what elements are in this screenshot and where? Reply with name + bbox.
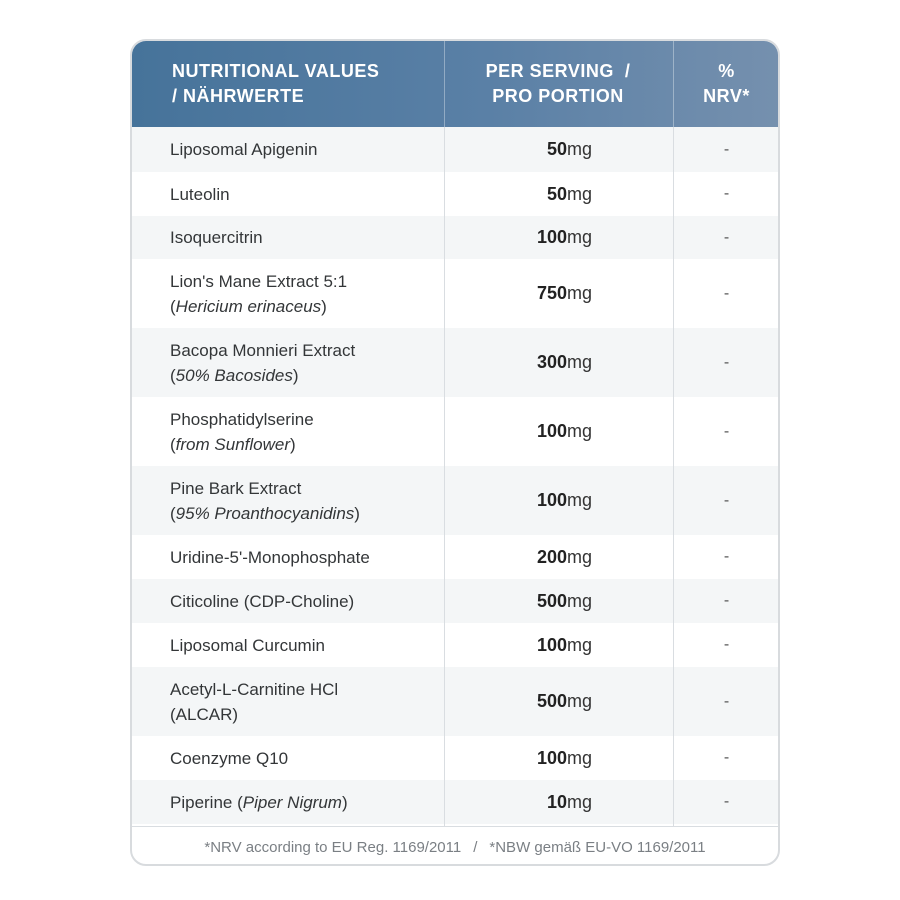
- nrv-value: -: [723, 422, 730, 440]
- table-row: [132, 780, 778, 824]
- table-row: [132, 328, 778, 397]
- nutrition-table-card: [130, 39, 780, 866]
- nrv-value: -: [723, 592, 730, 609]
- nrv-value: -: [723, 284, 730, 302]
- nrv-value: -: [723, 491, 730, 509]
- per-serving-amount: 100 mg: [536, 227, 592, 247]
- ingredient-name: Isoquercitrin: [170, 228, 263, 247]
- per-serving-amount: 100 mg: [536, 490, 592, 510]
- ingredient-name: Liposomal Curcumin: [170, 635, 325, 655]
- ingredient-subtext: (50% Bacosides): [170, 365, 299, 385]
- table-header: [132, 41, 778, 127]
- table-row: [132, 216, 778, 259]
- header-per-serving: PER SERVING / PRO PORTION: [485, 61, 631, 106]
- per-serving-amount: 50 mg: [546, 139, 592, 159]
- table-row: [132, 579, 778, 623]
- nrv-value: -: [723, 185, 730, 202]
- footnote-en: *NRV according to EU Reg. 1169/2011: [204, 838, 462, 856]
- per-serving-amount: 500 mg: [536, 590, 592, 611]
- ingredient-subtext: (Hericium erinaceus): [170, 296, 327, 316]
- per-serving-amount: 200 mg: [536, 546, 592, 567]
- table-row: [132, 172, 778, 216]
- table-row: [132, 259, 778, 328]
- per-serving-amount: 500 mg: [536, 691, 592, 711]
- table-row: [132, 466, 778, 535]
- table-row: [132, 736, 778, 780]
- ingredient-subtext: (95% Proanthocyanidins): [170, 503, 360, 523]
- table-row: [132, 127, 778, 172]
- ingredient-name: Citicoline (CDP-Choline): [170, 591, 355, 611]
- ingredient-name: Luteolin: [170, 184, 230, 204]
- per-serving-amount: 100 mg: [536, 634, 592, 655]
- header-nutritional-values: NUTRITIONAL VALUES / NÄHRWERTE: [172, 61, 380, 106]
- column-divider: [673, 127, 674, 826]
- per-serving-amount: 300 mg: [536, 352, 592, 372]
- per-serving-amount: 750 mg: [536, 283, 592, 303]
- nrv-value: -: [723, 548, 730, 565]
- nrv-value: -: [723, 228, 730, 246]
- ingredient-name: Coenzyme Q10: [170, 748, 289, 768]
- table-row: [132, 623, 778, 667]
- nrv-value: -: [723, 140, 730, 158]
- nrv-value: -: [723, 692, 730, 710]
- column-divider: [444, 127, 445, 826]
- footnote-de: *NBW gemäß EU-VO 1169/2011: [489, 838, 706, 856]
- header-nrv: % NRV*: [703, 61, 750, 106]
- ingredient-subtext: (from Sunflower): [170, 434, 296, 454]
- per-serving-amount: 100 mg: [536, 747, 592, 768]
- ingredient-name: Pine Bark Extract (95% Proanthocyanidins): [170, 466, 440, 535]
- ingredient-name: Uridine-5'-Monophosphate: [170, 547, 370, 567]
- nrv-value: -: [723, 353, 730, 371]
- ingredient-name: Liposomal Apigenin: [170, 140, 318, 159]
- per-serving-amount: 10 mg: [546, 791, 592, 812]
- footnote-separator: /: [473, 838, 478, 856]
- nrv-value: -: [723, 793, 730, 810]
- ingredient-name: Piperine (Piper Nigrum): [170, 792, 348, 812]
- nrv-footnote: [132, 826, 778, 866]
- nrv-value: -: [723, 749, 730, 766]
- ingredient-name: Phosphatidylserine (from Sunflower): [170, 397, 440, 466]
- nrv-value: -: [723, 636, 730, 653]
- per-serving-amount: 100 mg: [536, 421, 592, 441]
- table-row: [132, 397, 778, 466]
- table-row: [132, 667, 778, 736]
- ingredient-name: Lion's Mane Extract 5:1 (Hericium erinaceus): [170, 259, 440, 328]
- per-serving-amount: 50 mg: [546, 183, 592, 204]
- ingredient-name: Bacopa Monnieri Extract (50% Bacosides): [170, 328, 440, 397]
- table-row: [132, 535, 778, 579]
- ingredient-name: Acetyl-L-Carnitine HCl (ALCAR): [170, 667, 440, 736]
- ingredient-subtext: (ALCAR): [170, 704, 239, 724]
